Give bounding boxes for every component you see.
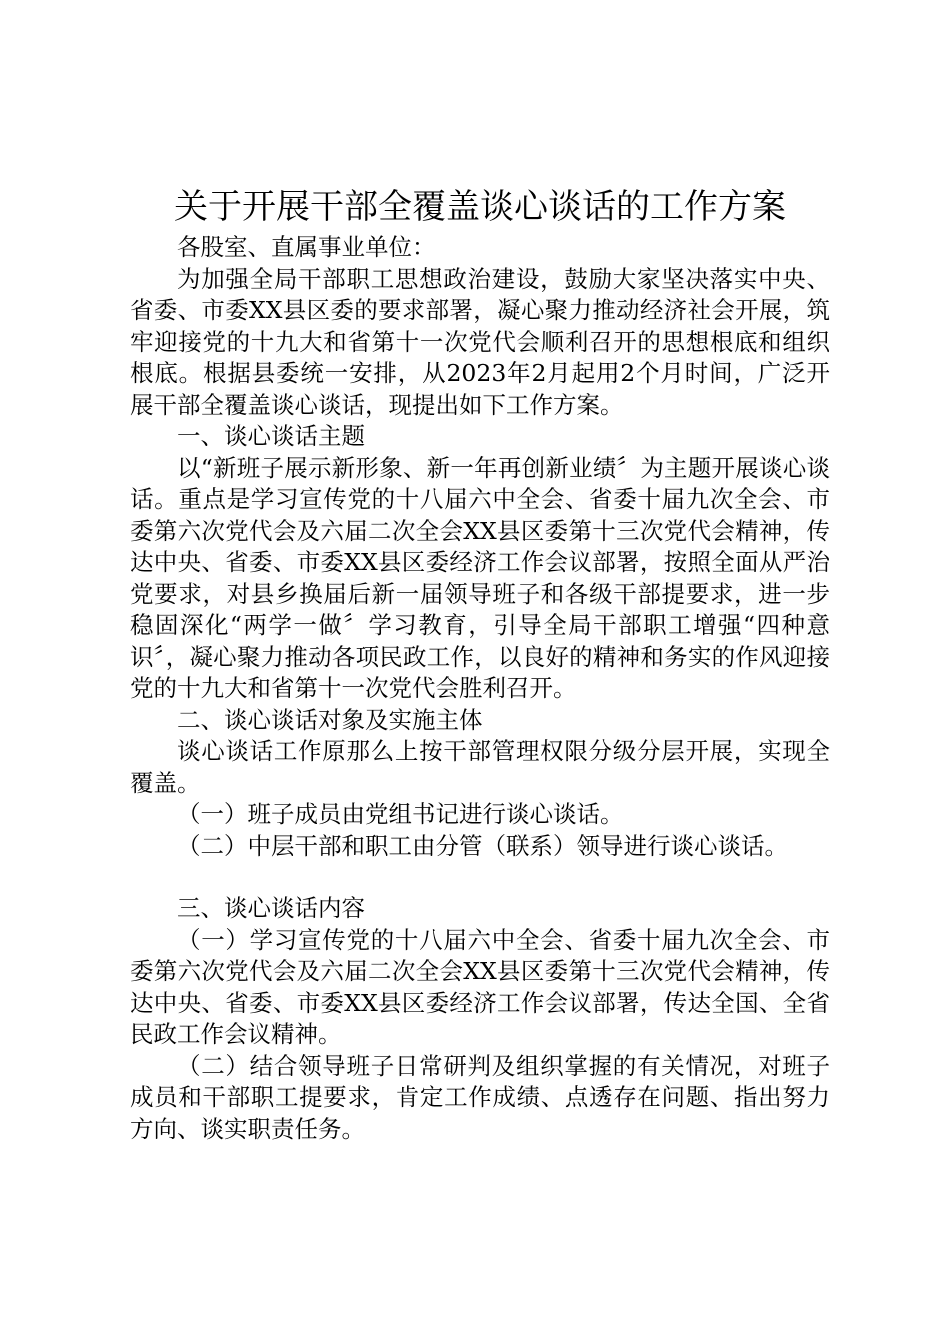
- section-2-item-2: （二）中层干部和职工由分管（联系）领导进行谈心谈话。: [177, 831, 788, 860]
- section-3-heading: 三、谈心谈话内容: [177, 894, 365, 922]
- section-1-body: 以“新班子展示新形象、新一年再创新业绩〞为主题开展谈心谈话。重点是学习宣传党的十八届六中全会、省委十届九次全会、市委第六次党代会及六届二次全会XX县区委第十三次党代会精神，传达中央、省委、市委XX县区委经济工作会议部署，按照全面从严治党要求，对县乡换届后新一届领导班子和各级干部提要求，进一步稳固深化“两学一做〞学习教育，引导全局干部职工增强“四种意识〞，凝心聚力推动各项民政工作，以良好的精神和务实的作风迎接党的十九大和省第十一次党代会胜利召开。: [130, 453, 830, 702]
- blank-line: [130, 862, 830, 893]
- document-title: 关于开展干部全覆盖谈心谈话的工作方案: [174, 187, 786, 227]
- document-page: [130, 182, 830, 1145]
- section-3-item-1: （一）学习宣传党的十八届六中全会、省委十届九次全会、市委第六次党代会及六届二次全会XX县区委第十三次党代会精神，传达中央、省委、市委XX县区委经济工作会议部署，传达全国、全省民政工作会议精神。: [130, 925, 830, 1048]
- section-2-body: 谈心谈话工作原那么上按干部管理权限分级分层开展，实现全覆盖。: [130, 737, 830, 797]
- intro-paragraph: 为加强全局干部职工思想政治建设，鼓励大家坚决落实中央、省委、市委XX县区委的要求部署，凝心聚力推动经济社会开展，筑牢迎接党的十九大和省第十一次党代会顺利召开的思想根底和组织根底。根据县委统一安排，从2023年2月起用2个月时间，广泛开展干部全覆盖谈心谈话，现提出如下工作方案。: [130, 264, 830, 419]
- section-2-item-1: （一）班子成员由党组书记进行谈心谈话。: [177, 800, 624, 828]
- section-1-heading: 一、谈心谈话主题: [177, 422, 365, 450]
- section-2-heading: 二、谈心谈话对象及实施主体: [177, 705, 483, 734]
- salutation: 各股室、直属事业单位：: [177, 233, 436, 261]
- section-3-item-2: （二）结合领导班子日常研判及组织掌握的有关情况，对班子成员和干部职工提要求，肯定工作成绩、点透存在问题、指出努力方向、谈实职责任务。: [130, 1051, 830, 1143]
